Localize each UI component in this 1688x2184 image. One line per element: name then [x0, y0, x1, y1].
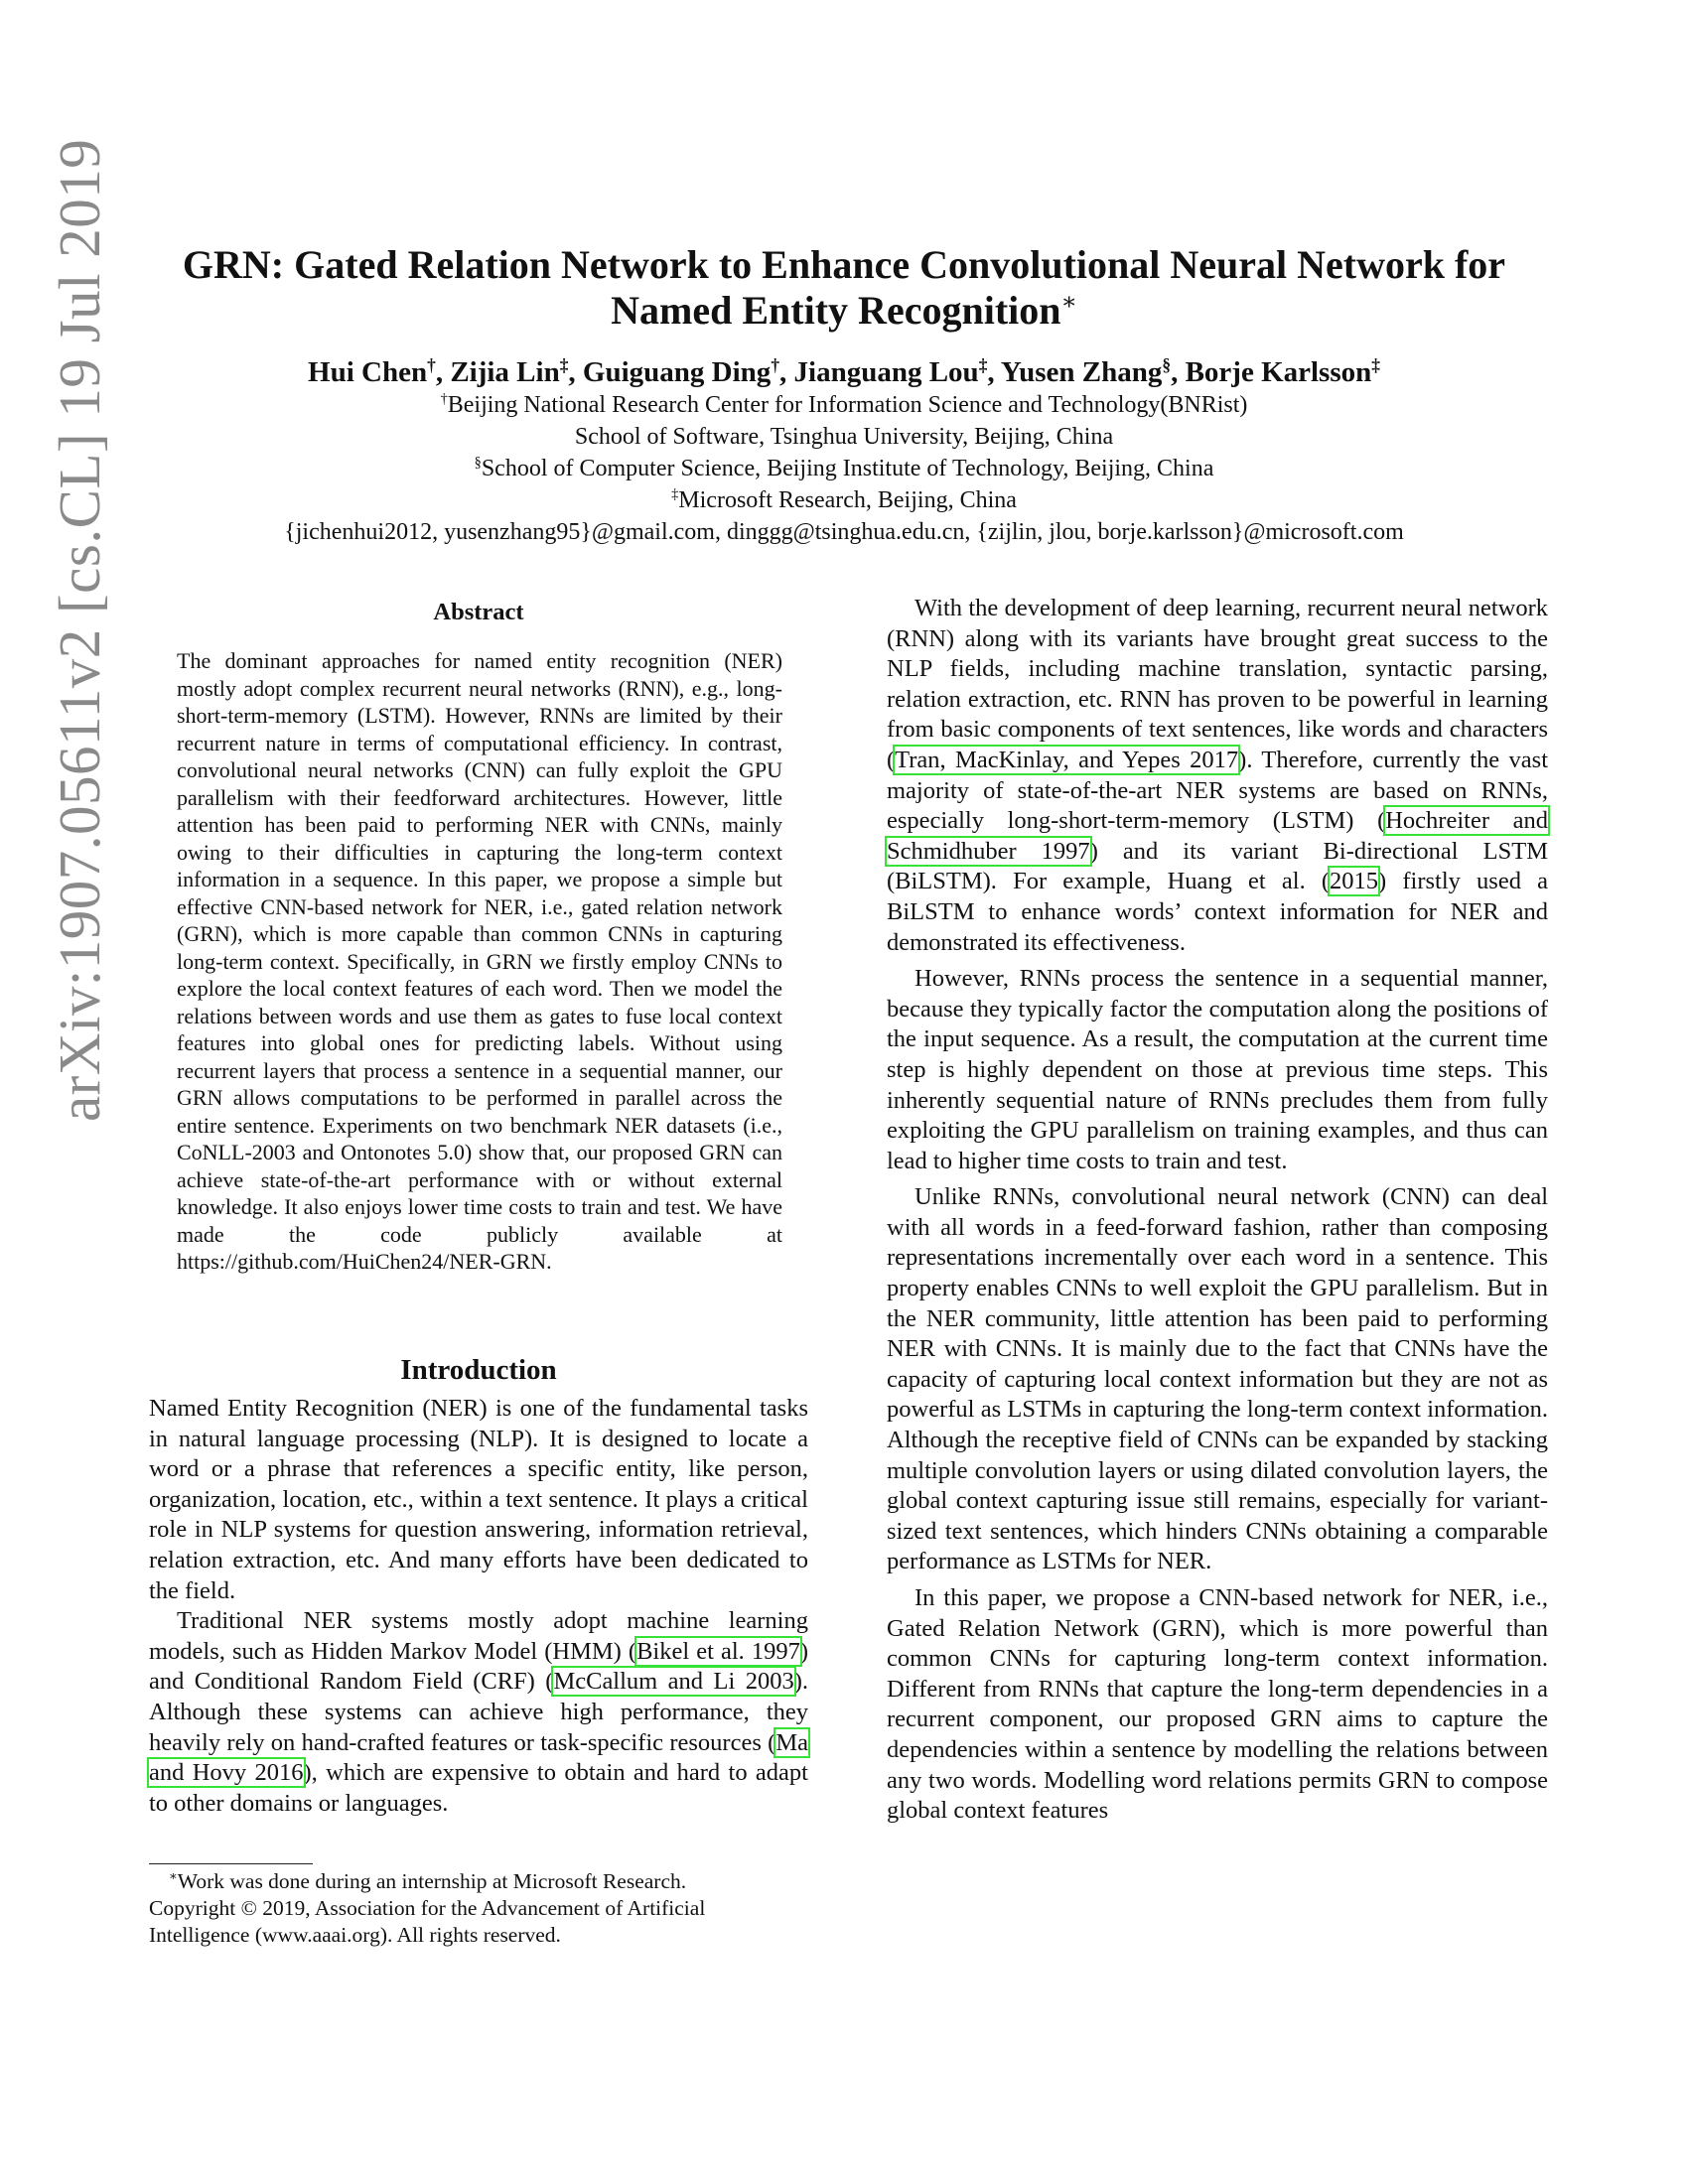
author: Yusen Zhang§, [1000, 354, 1186, 388]
author: Jianguang Lou‡, [793, 354, 1001, 388]
author: Guiguang Ding†, [582, 354, 794, 388]
author: Borje Karlsson‡ [1185, 354, 1380, 388]
citation-link[interactable]: 2015 [1330, 868, 1379, 895]
paper-title [149, 242, 1539, 334]
author: Zijia Lin‡, [450, 354, 583, 388]
abstract-heading: Abstract [433, 599, 524, 625]
citation-link[interactable]: Tran, MacKinlay, and Yepes 2017 [895, 746, 1239, 773]
affiliation-bit: §School of Computer Science, Beijing Institute of Technology, Beijing, China [474, 455, 1214, 481]
title-line-1: GRN: Gated Relation Network to Enhance Convolutional Neural Network for [182, 242, 1506, 287]
footnote [149, 1868, 808, 1949]
citation-link[interactable]: Bikel et al. 1997 [636, 1637, 800, 1665]
intro-paragraph: Traditional NER systems mostly adopt machine learning models, such as Hidden Markov Model (HMM) (Bikel et al. 1997) and Conditional Random Field (CRF) (McCallum and Li 2003). Although these systems can achieve high performance, they heavily rely on hand-crafted features or task-specific resources (Ma and Hovy 2016), which are expensive to obtain and hard to adapt to other domains or languages. [149, 1607, 808, 1817]
title-footnote-mark: ∗ [1060, 289, 1077, 316]
author-list [149, 353, 1539, 391]
introduction-heading: Introduction [400, 1354, 557, 1386]
introduction-section [149, 1352, 808, 1819]
intro-paragraph: Named Entity Recognition (NER) is one of the fundamental tasks in natural language processing (NLP). It is designed to locate a word or a phrase that references a specific entity, like person, organization, location, etc., within a text sentence. It plays a critical role in NLP systems for question answering, information retrieval, relation extraction, etc. And many efforts have been dedicated to the field. [149, 1395, 808, 1604]
footnote-copyright: Copyright © 2019, Association for the Advancement of Artificial Intelligence (www.aaai.org). All rights reserved. [149, 1896, 706, 1947]
citation-link[interactable]: Hochreiter and Schmidhuber 1997 [887, 807, 1548, 865]
affiliation-microsoft: ‡Microsoft Research, Beijing, China [671, 486, 1017, 513]
author: Hui Chen†, [308, 354, 451, 388]
title-line-2: Named Entity Recognition∗ [611, 288, 1077, 333]
affiliation-bnrist: †Beijing National Research Center for Information Science and Technology(BNRist) [440, 391, 1248, 418]
abstract-text: The dominant approaches for named entity recognition (NER) mostly adopt complex recurrent neural networks (RNN), e.g., long-short-term-memory (LSTM). However, RNNs are limited by their recurrent nature in terms of computational efficiency. In contrast, convolutional neural networks (CNN) can fully exploit the GPU parallelism with their feedforward architectures. However, little attention has been paid to performing NER with CNNs, mainly owing to their difficulties in capturing the long-term context information in a sequence. In this paper, we propose a simple but effective CNN-based network for NER, i.e., gated relation network (GRN), which is more capable than common CNNs in capturing long-term context. Specifically, in GRN we firstly employ CNNs to explore the local context features of each word. Then we model the relations between words and use them as gates to fuse local context features into global ones for predicting labels. Without using recurrent layers that process a sentence in a sequential manner, our GRN allows computations to be performed in parallel across the entire sentence. Experiments on two benchmark NER datasets (i.e., CoNLL-2003 and Ontonotes 5.0) show that, our proposed GRN can achieve state-of-the-art performance with or without external knowledge. It also enjoys lower time costs to train and test. We have made the code publicly available at https://github.com/HuiChen24/NER-GRN. [177, 648, 782, 1274]
body-paragraph: Unlike RNNs, convolutional neural network (CNN) can deal with all words in a feed-forward fashion, rather than composing representations incrementally over each word in a sentence. This property enables CNNs to well exploit the GPU parallelism. But in the NER community, little attention has been paid to performing NER with CNNs. It is mainly due to the fact that CNNs have the capacity of capturing local context information but they are not as powerful as LSTMs in capturing the long-term context information. Although the receptive field of CNNs can be expanded by stacking multiple convolution layers or using dilated convolution layers, the global context capturing issue still remains, especially for variant-sized text sentences, which hinders CNNs obtaining a comparable performance as LSTMs for NER. [887, 1183, 1548, 1575]
body-paragraph: In this paper, we propose a CNN-based network for NER, i.e., Gated Relation Network (GRN), which is more powerful than common CNNs for capturing long-term context information. Different from RNNs that capture the long-term dependencies in a recurrent component, our proposed GRN aims to capture the dependencies within a sentence by modelling the relations between any two words. Modelling word relations permits GRN to compose global context features [887, 1584, 1548, 1825]
abstract-heading-wrap [149, 598, 808, 627]
right-column [887, 594, 1548, 1827]
body-paragraph: With the development of deep learning, recurrent neural network (RNN) along with its variants have brought great success to the NLP fields, including machine translation, syntactic parsing, relation extraction, etc. RNN has proven to be powerful in learning from basic components of text sentences, like words and characters (Tran, MacKinlay, and Yepes 2017). Therefore, currently the vast majority of state-of-the-art NER systems are based on RNNs, especially long-short-term-memory (LSTM) (Hochreiter and Schmidhuber 1997) and its variant Bi-directional LSTM (BiLSTM). For example, Huang et al. (2015) firstly used a BiLSTM to enhance words’ context information for NER and demonstrated its effectiveness. [887, 595, 1548, 956]
citation-link[interactable]: Ma and Hovy 2016 [149, 1728, 808, 1787]
affiliation-tsinghua: School of Software, Tsinghua University, Beijing, China [574, 424, 1114, 450]
footnote-work: ∗Work was done during an internship at Microsoft Research. [169, 1868, 687, 1893]
footnote-rule [149, 1863, 313, 1864]
body-paragraph: However, RNNs process the sentence in a sequential manner, because they typically factor the computation along the positions of the input sequence. As a result, the computation at the current time step is highly dependent on those at previous time steps. This inherently sequential nature of RNNs precludes them from fully exploiting the GPU parallelism on training examples, and thus can lead to higher time costs to train and test. [887, 965, 1548, 1174]
author-emails: {jichenhui2012, yusenzhang95}@gmail.com, dinggg@tsinghua.edu.cn, {zijlin, jlou, borje.karlsson}@microsoft.com [284, 519, 1404, 545]
arxiv-stamp: arXiv:1907.05611v2 [cs.CL] 19 Jul 2019 [47, 138, 112, 1122]
citation-link[interactable]: McCallum and Li 2003 [553, 1668, 794, 1696]
